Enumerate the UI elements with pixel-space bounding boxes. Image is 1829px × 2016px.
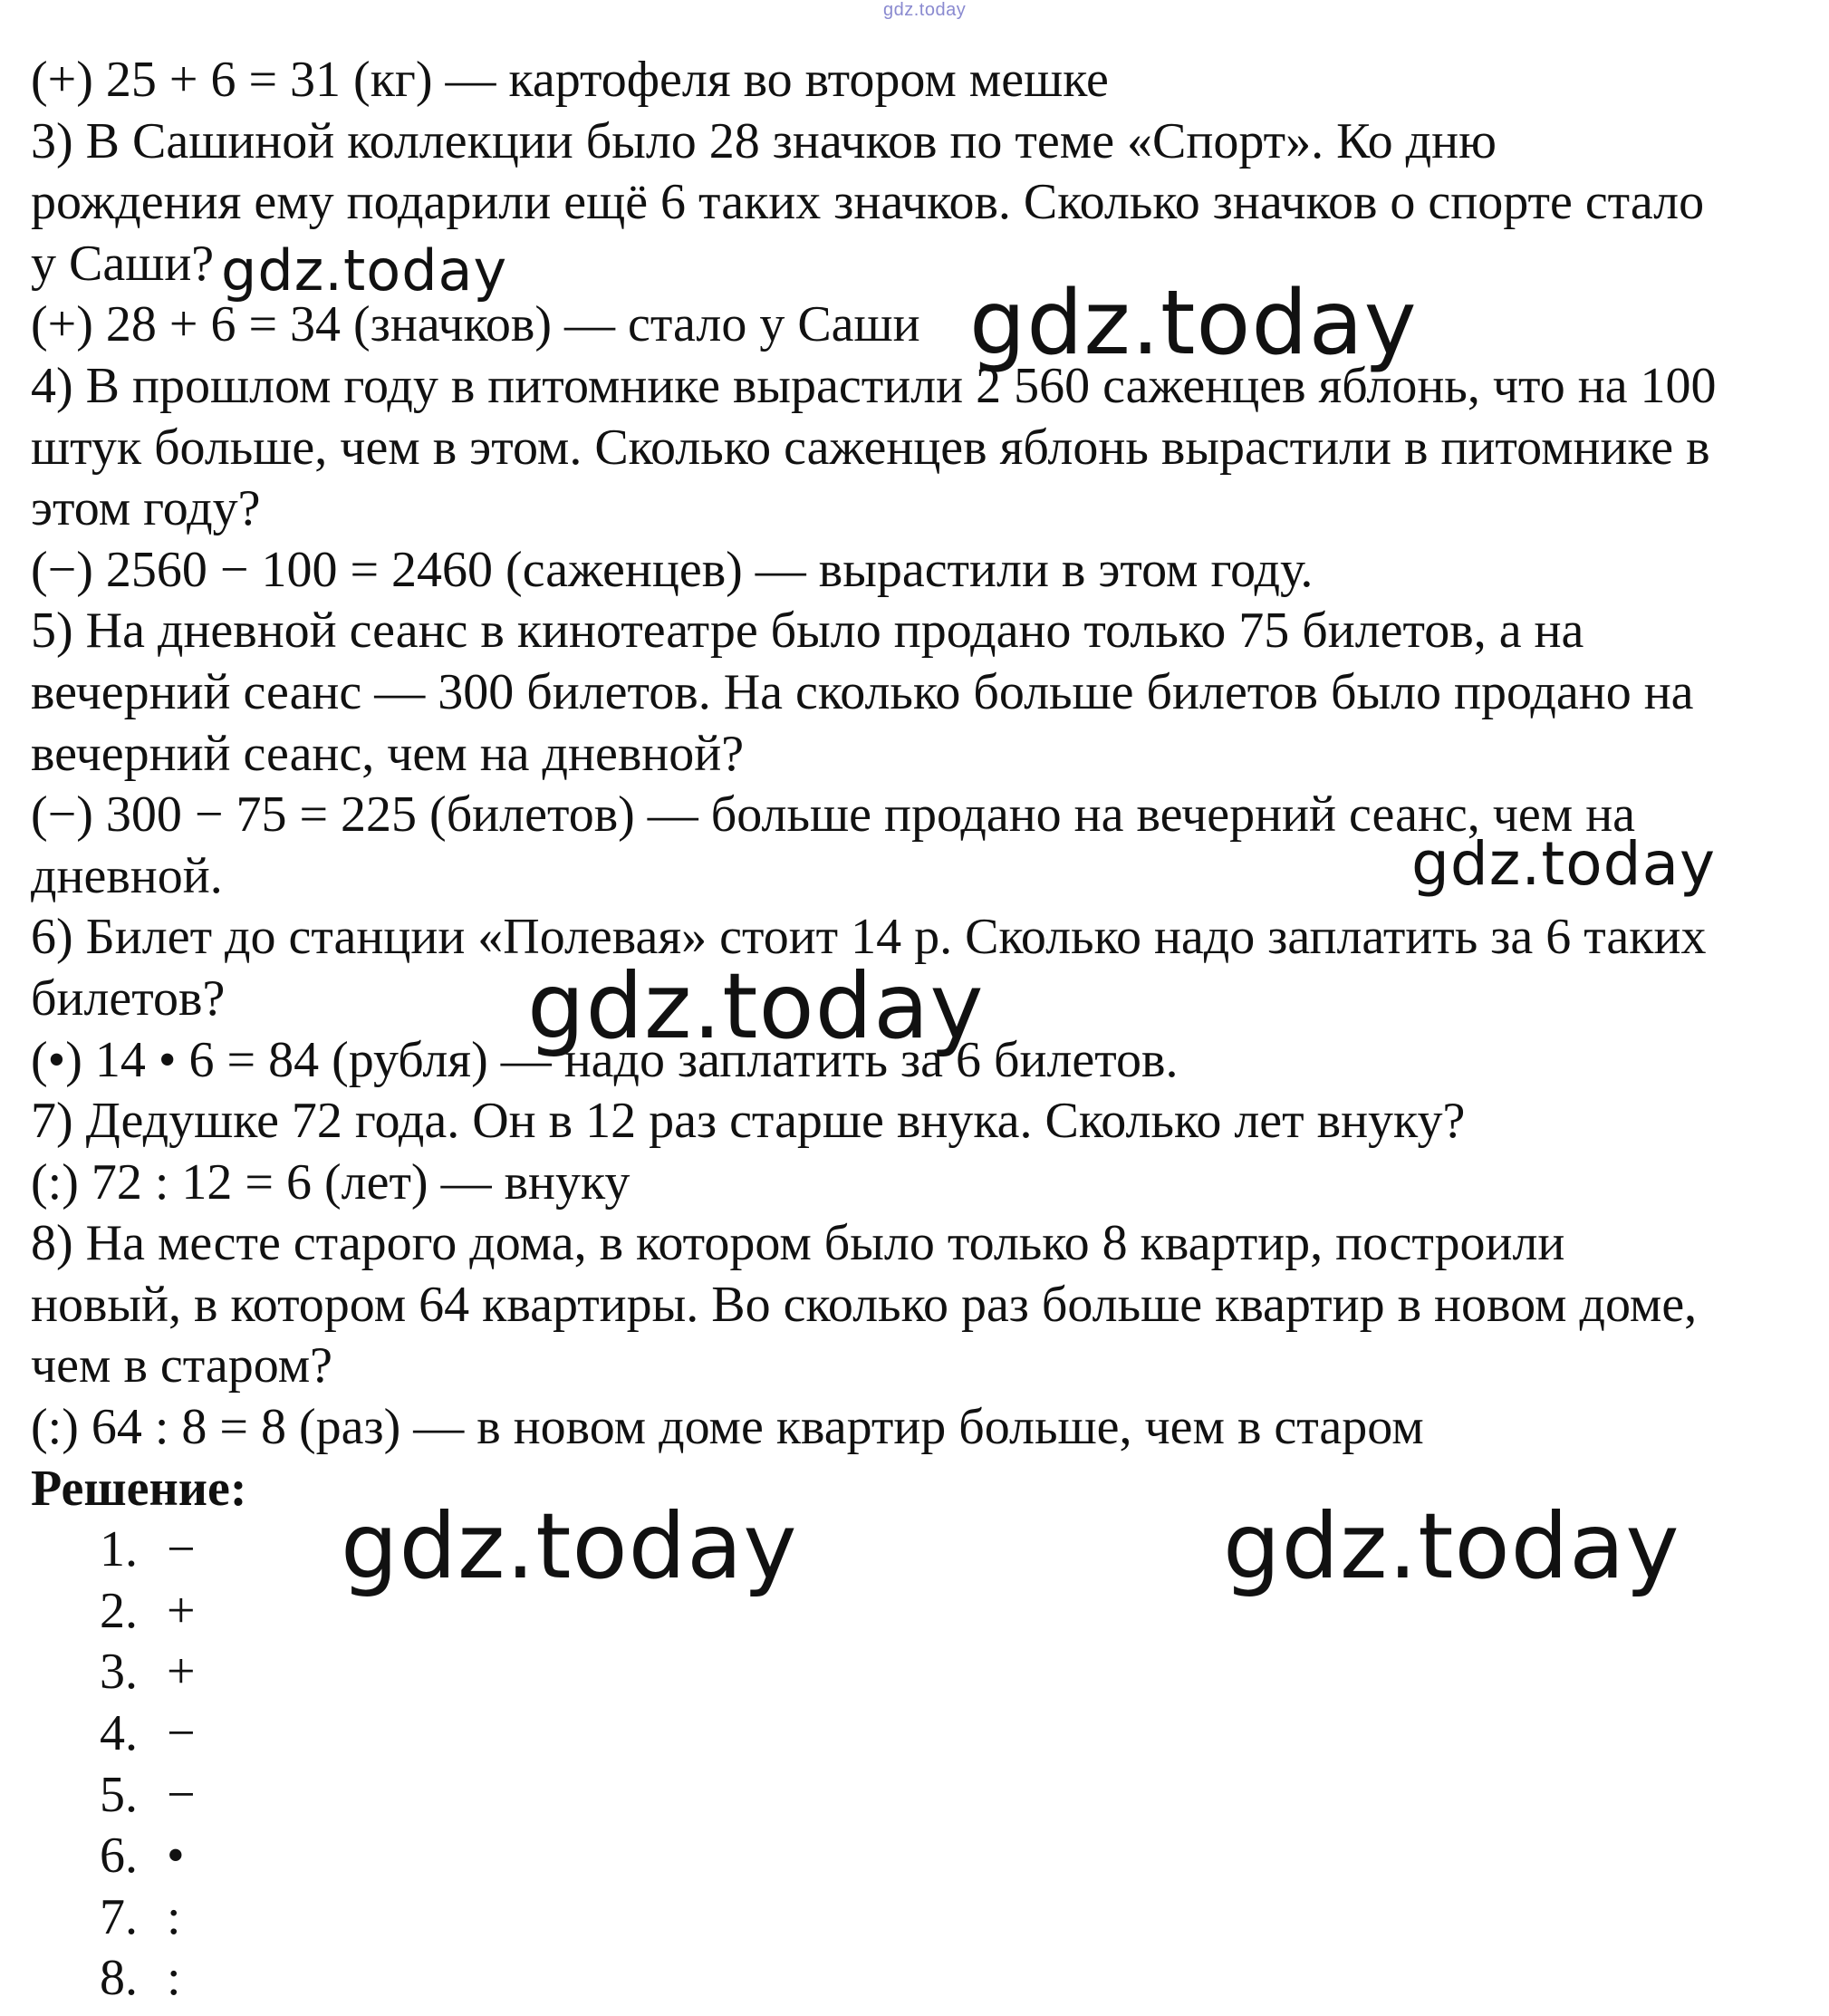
solution-item-sign: •: [167, 1828, 185, 1885]
solution-item: [31, 1703, 1815, 1765]
solution-item: [31, 1642, 1815, 1703]
text-line: чем в старом?: [31, 1337, 332, 1394]
solution-item-number: 8.: [100, 1950, 138, 2007]
solution-item-sign: :: [167, 1950, 181, 2007]
text-line: 8) На месте старого дома, в котором было только 8 квартир, построили: [31, 1215, 1565, 1272]
text-line: 6) Билет до станции «Полевая» стоит 14 р. Сколько надо заплатить за 6 таких: [31, 909, 1707, 966]
text-line: (:) 64 : 8 = 8 (раз) — в новом доме квартир больше, чем в старом: [31, 1399, 1424, 1456]
solution-item-sign: −: [167, 1521, 196, 1578]
text-line: (•) 14 • 6 = 84 (рубля) — надо заплатить за 6 билетов.: [31, 1031, 1179, 1088]
solution-item-number: 4.: [100, 1705, 138, 1762]
solution-item-number: 7.: [100, 1888, 138, 1945]
solution-item-number: 2.: [100, 1582, 138, 1639]
solution-item-number: 6.: [100, 1828, 138, 1885]
solution-item-sign: −: [167, 1705, 196, 1762]
watermark: gdz.today: [221, 237, 508, 304]
solution-item: [31, 1948, 1815, 2010]
text-line: 5) На дневной сеанс в кинотеатре было продано только 75 билетов, а на: [31, 603, 1584, 660]
solution-item: [31, 1887, 1815, 1949]
text-line: рождения ему подарили ещё 6 таких значков. Сколько значков о спорте стало: [31, 174, 1705, 231]
solution-heading: Решение:: [31, 1460, 247, 1517]
solution-item-number: 1.: [100, 1521, 138, 1578]
solution-item-sign: +: [167, 1582, 196, 1639]
watermark: gdz.today: [969, 272, 1418, 375]
top-watermark: gdz.today: [883, 0, 967, 20]
watermark: gdz.today: [1223, 1493, 1680, 1599]
solution-item: [31, 1765, 1815, 1827]
solution-item-sign: +: [167, 1644, 196, 1701]
text-line: этом году?: [31, 480, 261, 537]
text-line: штук больше, чем в этом. Сколько саженцев яблонь вырастили в питомнике в: [31, 419, 1710, 476]
text-line: 3) В Сашиной коллекции было 28 значков по теме «Спорт». Ко дню: [31, 112, 1497, 169]
text-line: (:) 72 : 12 = 6 (лет) — внуку: [31, 1153, 631, 1211]
text-line: новый, в котором 64 квартиры. Во сколько раз больше квартир в новом доме,: [31, 1276, 1698, 1333]
solution-item: [31, 1826, 1815, 1887]
solution-item-sign: −: [167, 1766, 196, 1823]
text-line: у Саши?: [31, 235, 215, 292]
text-line: (+) 25 + 6 = 31 (кг) — картофеля во втором мешке: [31, 52, 1109, 108]
text-line: вечерний сеанс — 300 билетов. На сколько больше билетов было продано на: [31, 663, 1694, 720]
text-line: дневной.: [31, 847, 223, 904]
text-line: билетов?: [31, 969, 226, 1027]
text-line: (−) 2560 − 100 = 2460 (саженцев) — вырастили в этом году.: [31, 541, 1314, 598]
solution-item-sign: :: [167, 1888, 181, 1945]
text-line: (+) 28 + 6 = 34 (значков) — стало у Саши: [31, 296, 920, 353]
watermark: gdz.today: [1411, 829, 1717, 899]
text-line: вечерний сеанс, чем на дневной?: [31, 725, 745, 782]
watermark: gdz.today: [341, 1493, 798, 1599]
text-line: 7) Дедушке 72 года. Он в 12 раз старше внука. Сколько лет внуку?: [31, 1093, 1466, 1150]
solution-item-number: 3.: [100, 1644, 138, 1701]
text-line: (−) 300 − 75 = 225 (билетов) — больше продано на вечерний сеанс, чем на: [31, 786, 1636, 844]
watermark: gdz.today: [527, 953, 985, 1059]
text-line: 4) В прошлом году в питомнике вырастили 2 560 саженцев яблонь, что на 100: [31, 357, 1717, 414]
solution-item-number: 5.: [100, 1766, 138, 1823]
